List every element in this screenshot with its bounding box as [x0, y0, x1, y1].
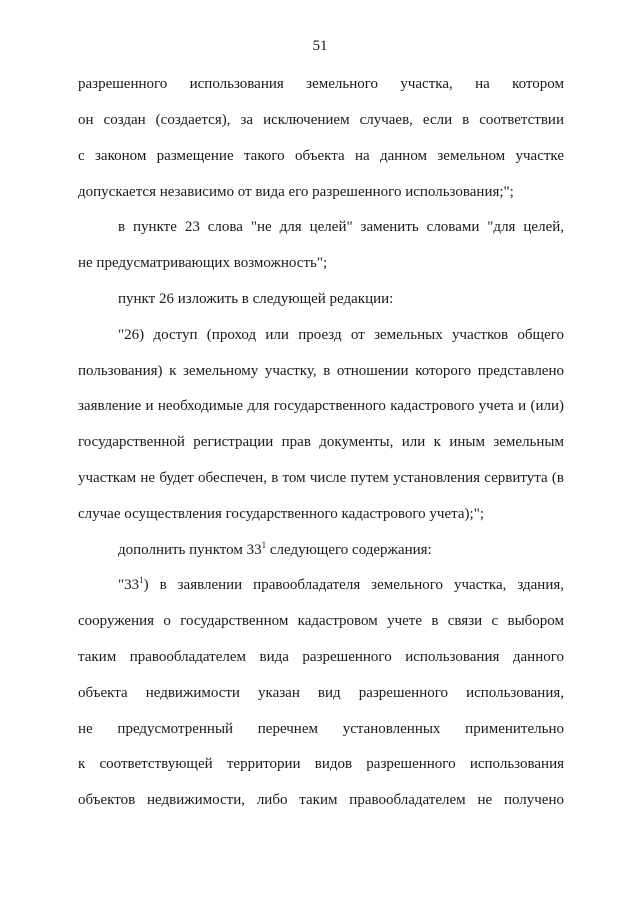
text-line: к соответствующей территории видов разрешенного использования: [78, 756, 564, 772]
text-line: объекта недвижимости указан вид разрешенного использования,: [78, 685, 564, 701]
text-line: объектов недвижимости, либо таким правообладателем не получено: [78, 792, 564, 808]
text-segment: ) в заявлении правообладателя земельного участка, здания,: [143, 577, 564, 593]
text-line: допускается независимо от вида его разрешенного использования;";: [78, 184, 514, 200]
text-line: сооружения о государственном кадастровом учете в связи с выбором: [78, 613, 564, 629]
text-line-with-superscript: [118, 540, 432, 560]
text-line: в пункте 23 слова "не для целей" заменить словами "для целей,: [118, 219, 564, 235]
text-line: государственной регистрации прав документы, или к иным земельным: [78, 434, 564, 450]
text-segment: "33: [118, 577, 140, 593]
superscript: 1: [139, 575, 144, 585]
text-line: пункт 26 изложить в следующей редакции:: [118, 291, 394, 307]
text-segment: дополнить пунктом 33: [118, 542, 262, 558]
text-line: пользования) к земельному участку, в отношении которого представлено: [78, 363, 564, 379]
superscript: 1: [261, 540, 267, 550]
text-line: таким правообладателем вида разрешенного использования данного: [78, 649, 564, 665]
text-line: участкам не будет обеспечен, в том числе путем установления сервитута (в: [78, 470, 564, 486]
text-line: не предусмотренный перечнем установленных применительно: [78, 721, 564, 737]
text-line-with-superscript: [118, 575, 564, 595]
text-line: заявление и необходимые для государственного кадастрового учета и (или): [78, 398, 564, 414]
text-segment: следующего содержания:: [266, 542, 432, 558]
text-line: разрешенного использования земельного участка, на котором: [78, 76, 564, 92]
text-line: "26) доступ (проход или проезд от земельных участков общего: [118, 327, 564, 343]
text-line: не предусматривающих возможность";: [78, 255, 328, 271]
page-number: 51: [312, 38, 328, 54]
text-line: он создан (создается), за исключением случаев, если в соответствии: [78, 112, 564, 128]
text-line: случае осуществления государственного кадастрового учета);";: [78, 506, 484, 522]
text-line: с законом размещение такого объекта на данном земельном участке: [78, 148, 564, 164]
